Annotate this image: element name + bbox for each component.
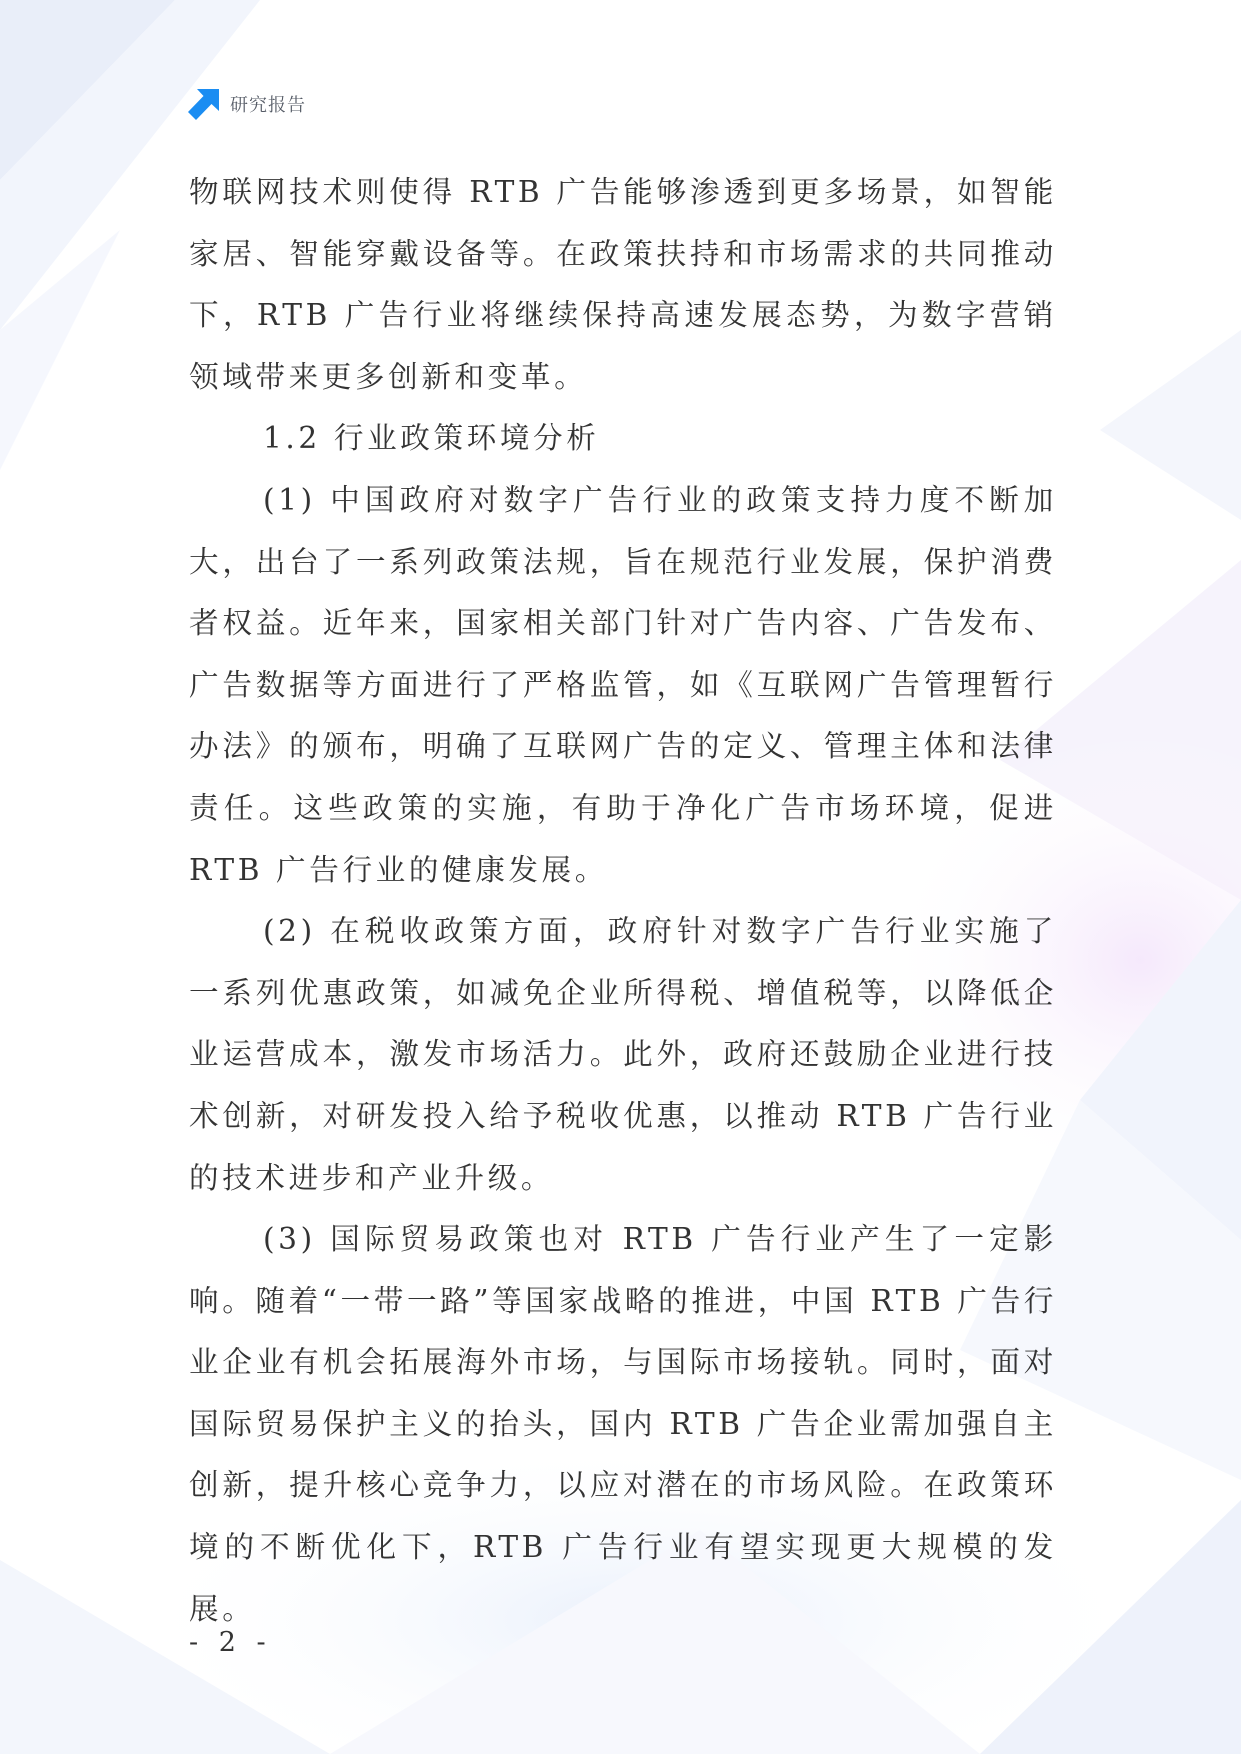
paragraph-iot-continuation: 物联网技术则使得 RTB 广告能够渗透到更多场景，如智能家居、智能穿戴设备等。在政策扶持和市场需求的共同推动下，RTB 广告行业将继续保持高速发展态势，为数字营销领域带来更多创新和变革。 xyxy=(189,175,1057,394)
document-body xyxy=(189,162,1057,1640)
section-heading-policy-environment: 1.2 行业政策环境分析 xyxy=(263,421,600,456)
page-number: - 2 - xyxy=(189,1627,272,1658)
report-header xyxy=(187,86,306,122)
paragraph-policy-2: (2) 在税收政策方面，政府针对数字广告行业实施了一系列优惠政策，如减免企业所得税、增值税等，以降低企业运营成本，激发市场活力。此外，政府还鼓励企业进行技术创新，对研发投入给予税收优惠，以推动 RTB 广告行业的技术进步和产业升级。 xyxy=(189,914,1057,1195)
paragraph-policy-1: (1) 中国政府对数字广告行业的政策支持力度不断加大，出台了一系列政策法规，旨在规范行业发展，保护消费者权益。近年来，国家相关部门针对广告内容、广告发布、广告数据等方面进行了严格监管，如《互联网广告管理暂行办法》的颁布，明确了互联网广告的定义、管理主体和法律责任。这些政策的实施，有助于净化广告市场环境，促进 RTB 广告行业的健康发展。 xyxy=(189,482,1057,887)
paragraph-policy-3: (3) 国际贸易政策也对 RTB 广告行业产生了一定影响。随着“一带一路”等国家战略的推进，中国 RTB 广告行业企业有机会拓展海外市场，与国际市场接轨。同时，面对国际贸易保护主义的抬头，国内 RTB 广告企业需加强自主创新，提升核心竞争力，以应对潜在的市场风险。在政策环境的不断优化下，RTB 广告行业有望实现更大规模的发展。 xyxy=(189,1222,1057,1626)
header-title: 研究报告 xyxy=(230,95,306,116)
arrow-up-right-icon xyxy=(187,87,221,121)
